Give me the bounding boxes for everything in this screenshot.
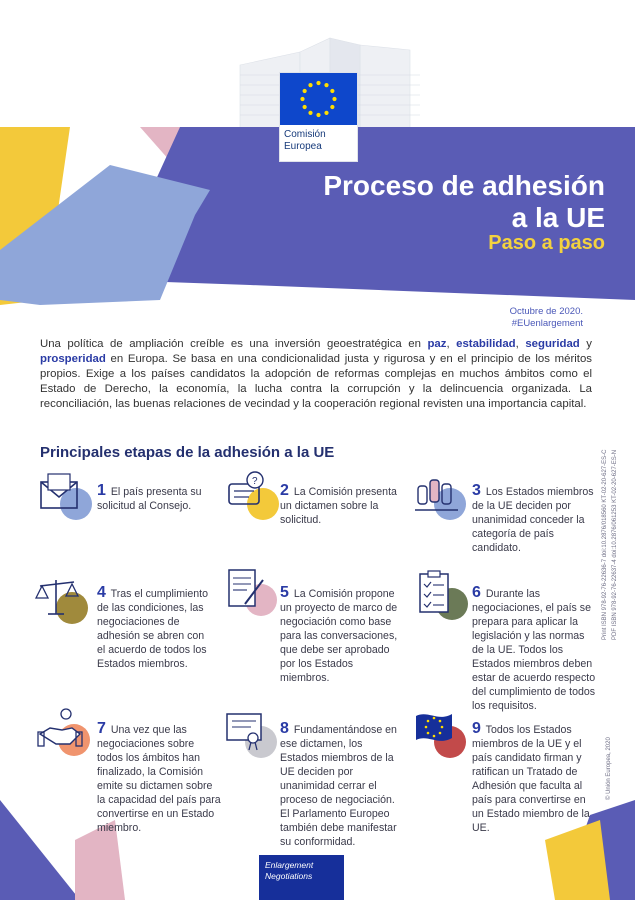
step-2-text: La Comisión presenta un dictamen sobre la solicitud. — [280, 486, 397, 526]
title-line-1: Proceso de adhesión — [323, 170, 605, 201]
flag-star — [324, 83, 328, 87]
step-4 — [97, 586, 215, 671]
logo-line-2: Europea — [284, 141, 322, 152]
badge-line-1: Enlargement — [265, 860, 314, 870]
flag-star — [330, 105, 334, 109]
keyword-seguridad: seguridad — [525, 338, 580, 350]
keyword-estabilidad: estabilidad — [456, 338, 516, 350]
logo-text — [284, 129, 326, 153]
eu-flag-icon — [280, 73, 357, 125]
step-8-number: 8 — [280, 720, 289, 737]
step-3-text: Los Estados miembros de la UE deciden por unanimidad conceder la categoría de país candidato. — [472, 486, 594, 554]
step-3-number: 3 — [472, 482, 481, 499]
intro-sep-3: y — [579, 338, 592, 350]
intro-sep-2: , — [515, 338, 526, 350]
flag-star — [300, 97, 304, 101]
step-9 — [472, 722, 594, 835]
flag-star — [316, 81, 320, 85]
pdf-isbn: PDF ISBN 978-92-76-22637-4 doi:10.2876/061253 KT-02-20-627-ES-N — [612, 449, 618, 640]
enlargement-negotiations-badge — [259, 855, 344, 900]
publication-codes — [598, 449, 628, 890]
flag-star — [330, 89, 334, 93]
step-4-text: Tras el cumplimiento de las condiciones, las negociaciones de adhesión se abren con el acuerdo de todos los Estados miembros. — [97, 588, 209, 670]
flag-star — [316, 113, 320, 117]
step-1-text: El país presenta su solicitud al Consejo. — [97, 486, 202, 512]
envelope-icon — [38, 470, 96, 520]
title-line-2: a la UE — [511, 202, 605, 233]
step-5 — [280, 586, 402, 685]
eu-flag-wave-icon — [412, 708, 470, 758]
intro-paragraph — [40, 337, 592, 412]
flag-star — [308, 111, 312, 115]
intro-text-2: en Europa. Se basa en una condicionalidad justa y rigurosa y en el principio de los méritos propios. Exige a los países candidatos la adopción de reformas complejas en muchos ámbitos como el Estado de Derecho, la economía, la lucha contra la corrupción y la delincuencia organizada. La reconciliación, las buenas relaciones de vecindad y la cooperación regional revisten una importancia capital. — [40, 353, 592, 410]
step-8-text: Fundamentándose en ese dictamen, los Estados miembros de la UE deciden por unanimidad cerrar el proceso de negociación. El Parlamento Europeo también debe manifestar su conformidad. — [280, 724, 397, 848]
intro-text-1: Una política de ampliación creíble es una inversión geoestratégica en — [40, 338, 428, 350]
date-block — [510, 306, 583, 330]
keyword-paz: paz — [427, 338, 447, 350]
section-title: Principales etapas de la adhesión a la UE — [40, 444, 335, 461]
flag-star — [303, 105, 307, 109]
scales-icon — [34, 574, 92, 624]
step-7-number: 7 — [97, 720, 106, 737]
handshake-icon — [36, 708, 94, 758]
hashtag: #EUenlargement — [511, 318, 583, 329]
step-2 — [280, 484, 398, 527]
logo-line-1: Comisión — [284, 129, 326, 140]
step-9-number: 9 — [472, 720, 481, 737]
step-8 — [280, 722, 402, 849]
page-subtitle: Paso a paso — [488, 232, 605, 254]
certificate-icon — [223, 708, 281, 758]
print-isbn: Print ISBN 978-92-76-22636-7 doi:10.2876/018560 KT-02-20-627-ES-C — [602, 449, 608, 640]
step-7 — [97, 722, 221, 835]
flag-star — [308, 83, 312, 87]
step-9-text: Todos los Estados miembros de la UE y el país candidato firman y ratifican un Tratado de Adhesión que faculta al país para convertirse en un Estado miembro de la UE. — [472, 724, 590, 834]
raised-hands-icon — [412, 470, 470, 520]
commission-logo — [280, 73, 357, 161]
step-6-text: Durante las negociaciones, el país se prepara para aplicar la legislación y las normas de la UE. Todos los Estados miembros deben estar de acuerdo respecto del cumplimiento de todos los requisitos. — [472, 588, 596, 712]
keyword-prosperidad: prosperidad — [40, 353, 106, 365]
publication-date: Octubre de 2020. — [509, 306, 583, 317]
clipboard-checklist-icon — [414, 570, 472, 620]
step-6-number: 6 — [472, 584, 481, 601]
flag-star — [303, 89, 307, 93]
flag-star — [332, 97, 336, 101]
step-2-number: 2 — [280, 482, 289, 499]
step-1-number: 1 — [97, 482, 106, 499]
speech-bubble-icon — [225, 470, 283, 520]
step-1 — [97, 484, 207, 513]
document-pen-icon — [223, 566, 281, 616]
step-5-number: 5 — [280, 584, 289, 601]
step-6 — [472, 586, 596, 713]
page-title — [323, 170, 605, 234]
bottom-left-shape — [0, 800, 80, 900]
step-7-text: Una vez que las negociaciones sobre todos los ámbitos han finalizado, la Comisión emite su dictamen sobre la capacidad del país para convertirse en un Estado miembro. — [97, 724, 221, 834]
copyright-note: © Unión Europea, 2020 — [606, 737, 612, 800]
step-5-text: La Comisión propone un proyecto de marco de negociación como base para las conversaciones, que debe ser aprobado por los Estados miembros. — [280, 588, 398, 684]
intro-sep-1: , — [446, 338, 457, 350]
flag-star — [324, 111, 328, 115]
badge-line-2: Negotiations — [265, 871, 313, 881]
svg-text:?: ? — [252, 476, 258, 487]
step-3 — [472, 484, 594, 555]
step-4-number: 4 — [97, 584, 106, 601]
